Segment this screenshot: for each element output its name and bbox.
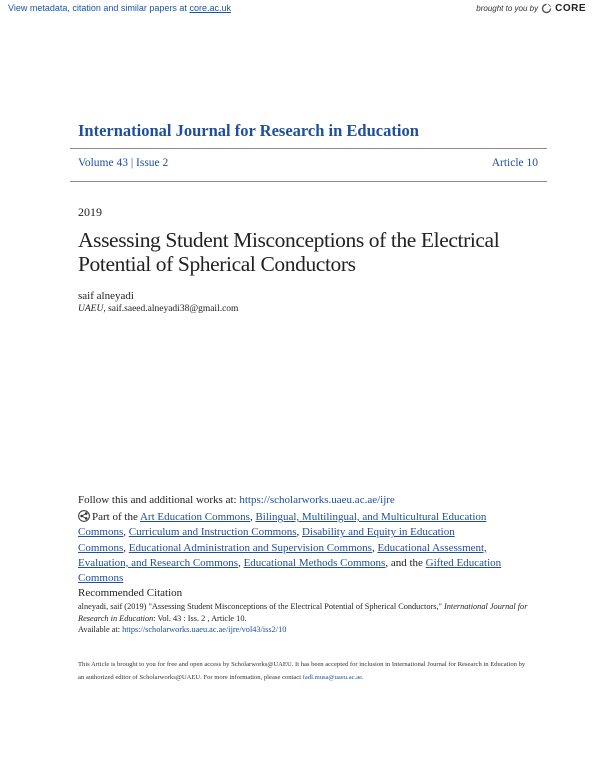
article-number-link[interactable]: Article 10: [491, 157, 538, 169]
commons-link-educational-administration[interactable]: Educational Administration and Supervision Commons: [128, 541, 372, 554]
follow-line: [78, 494, 395, 506]
commons-link-disability-equity[interactable]: Disability and Equity in Education Commons: [78, 526, 455, 554]
recommended-citation-heading: Recommended Citation: [78, 587, 183, 599]
part-of-commons: [78, 510, 523, 586]
repository-url-link[interactable]: https://scholarworks.uaeu.ac.ae/ijre: [239, 494, 395, 506]
available-at-line: [78, 625, 286, 634]
commons-sep-comma: ,: [296, 526, 302, 539]
affiliation-name: UAEU,: [78, 304, 106, 314]
author-email: saif.saeed.alneyadi38@gmail.com: [105, 304, 239, 314]
issue-link[interactable]: Issue 2: [136, 157, 169, 169]
citation-journal: International Journal for Research in Education: [78, 602, 528, 623]
citation-tail: : Vol. 43 : Iss. 2 , Article 10.: [153, 614, 247, 623]
publication-year: 2019: [78, 205, 102, 219]
header-rule-bottom: [70, 181, 547, 182]
volume-link[interactable]: Volume 43: [78, 157, 128, 169]
core-metadata-text: View metadata, citation and similar papers at: [8, 3, 190, 13]
paper-title: Assessing Student Misconceptions of the Electrical Potential of Spherical Conductors: [78, 228, 500, 276]
commons-link-educational-assessment[interactable]: Educational Assessment, Evaluation, and Research Commons: [78, 541, 487, 569]
follow-label: Follow this and additional works at:: [78, 494, 240, 506]
commons-sep-comma: ,: [238, 556, 244, 569]
core-logo-icon: [541, 3, 552, 14]
commons-sep-comma: ,: [123, 526, 129, 539]
available-label: Available at:: [78, 625, 123, 634]
commons-link-educational-methods[interactable]: Educational Methods Commons: [243, 556, 386, 569]
core-brand-name: CORE: [555, 3, 586, 14]
journal-title[interactable]: International Journal for Research in Education: [78, 121, 419, 140]
commons-link-gifted-education[interactable]: Gifted Education Commons: [78, 556, 502, 585]
volume-issue-separator: |: [127, 157, 137, 169]
share-icon: [78, 510, 90, 522]
footer-note-end: .: [362, 673, 364, 681]
footer-note: [78, 659, 533, 684]
part-of-prefix: Part of the: [92, 511, 140, 523]
contact-email-link[interactable]: fadl.musa@uaeu.ac.ae: [302, 673, 363, 681]
author-affiliation: [78, 304, 238, 314]
commons-sep-comma: ,: [249, 511, 256, 523]
core-metadata-link[interactable]: [8, 3, 231, 13]
citation-text: [78, 601, 528, 625]
footer-note-text: This Article is brought to you for free and open access by Scholarworks@UAEU. It has been accepted for inclusion in International Journal for Research in Education by an authorized editor of Scholarworks@UAEU. For more information, please contact: [78, 661, 526, 681]
header-rule-top: [70, 148, 547, 149]
citation-plain: alneyadi, saif (2019) "Assessing Student Misconceptions of the Electrical Potential of Spherical Conductors,": [78, 602, 444, 611]
author-name: saif alneyadi: [78, 290, 134, 302]
core-ac-uk-link[interactable]: core.ac.uk: [189, 3, 231, 13]
commons-sep-comma: ,: [371, 541, 378, 554]
commons-link-curriculum[interactable]: Curriculum and Instruction Commons: [128, 526, 297, 539]
brought-to-you-text: brought to you by: [476, 4, 539, 13]
article-url-link[interactable]: https://scholarworks.uaeu.ac.ae/ijre/vol43/iss2/10: [122, 625, 287, 634]
core-brand[interactable]: [476, 3, 586, 14]
volume-issue-line: [78, 157, 168, 169]
commons-link-art-education[interactable]: Art Education Commons: [139, 511, 250, 523]
commons-sep-and-the: , and the: [385, 556, 426, 569]
commons-sep-comma: ,: [123, 541, 129, 554]
commons-link-bilingual[interactable]: Bilingual, Multilingual, and Multicultural Education Commons: [78, 511, 487, 539]
